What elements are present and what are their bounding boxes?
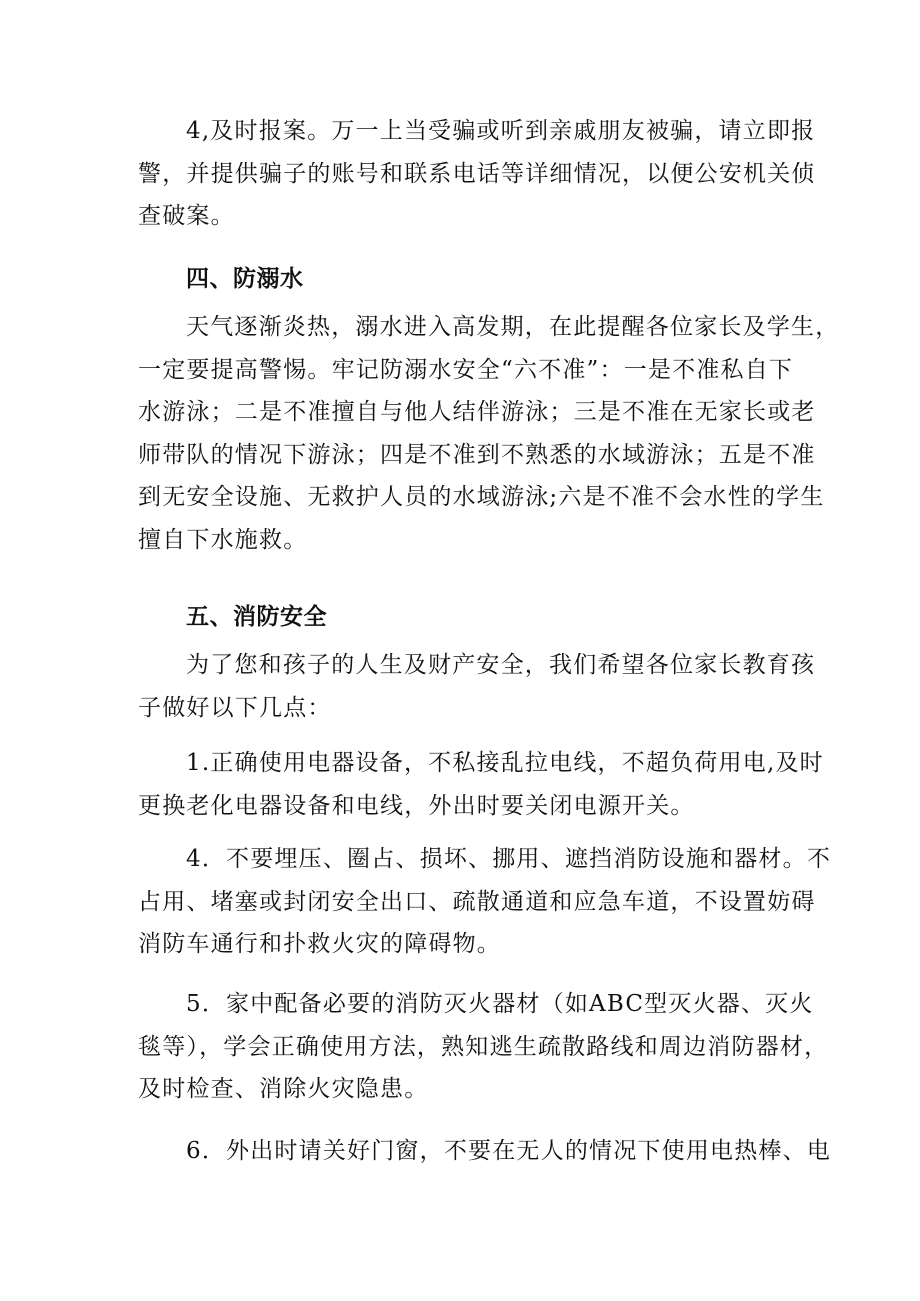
paragraph-drowning [138, 306, 840, 561]
heading-text: 五、消防安全 [186, 604, 327, 630]
text-line: 一定要提高警惕。牢记防溺水安全“六不准”：一是不准私自下 [138, 356, 794, 383]
paragraph-fire-item-4 [138, 838, 832, 966]
text-line: 及时检查、消除火灾隐患。 [138, 1076, 429, 1102]
text-line: 占用、堵塞或封闭安全出口、疏散通道和应急车道，不设置妨碍 [138, 888, 816, 915]
text-line: 查破案。 [138, 203, 235, 229]
text-line: 子做好以下几点： [138, 694, 332, 721]
section-heading-drowning [138, 258, 792, 301]
text-line: 1.正确使用电器设备，不私接乱拉电线，不超负荷用电,及时 [186, 750, 824, 776]
text-line: 擅自下水施救。 [138, 526, 308, 553]
paragraph-report-fraud [138, 110, 816, 238]
text-line: 警，并提供骗子的账号和联系电话等详细情况，以便公安机关侦 [138, 160, 816, 187]
text-line: 消防车通行和扑救火灾的障碍物。 [138, 931, 501, 957]
text-line: 毯等），学会正确使用方法，熟知逃生疏散路线和周边消防器材， [138, 1033, 829, 1060]
text-line: 为了您和孩子的人生及财产安全，我们希望各位家长教育孩 [186, 652, 816, 678]
text-line: 5．家中配备必要的消防灭火器材（如ABC型灭火器、灭火 [186, 991, 814, 1017]
text-line: 师带队的情况下游泳；四是不准到不熟悉的水域游泳；五是不准 [138, 441, 816, 468]
heading-text: 四、防溺水 [186, 266, 304, 292]
paragraph-fire-intro [138, 644, 816, 729]
text-line: 到无安全设施、无救护人员的水域游泳;六是不准不会水性的学生 [138, 484, 825, 510]
section-heading-fire-safety [138, 596, 792, 639]
text-line: 4,及时报案。万一上当受骗或听到亲戚朋友被骗，请立即报 [186, 118, 816, 144]
text-line: 水游泳；二是不准擅自与他人结伴游泳；三是不准在无家长或老 [138, 399, 816, 425]
text-line: 更换老化电器设备和电线，外出时要关闭电源开关。 [138, 792, 695, 819]
text-line: 6．外出时请关好门窗，不要在无人的情况下使用电热棒、电 [186, 1138, 832, 1164]
text-line: 4．不要埋压、圈占、损坏、挪用、遮挡消防设施和器材。不 [186, 846, 832, 872]
paragraph-fire-item-5 [138, 983, 829, 1111]
text-line: 天气逐渐炎热，溺水进入高发期，在此提醒各位家长及学生， [186, 314, 840, 340]
paragraph-fire-item-6 [138, 1130, 832, 1173]
paragraph-fire-item-1 [138, 742, 824, 827]
